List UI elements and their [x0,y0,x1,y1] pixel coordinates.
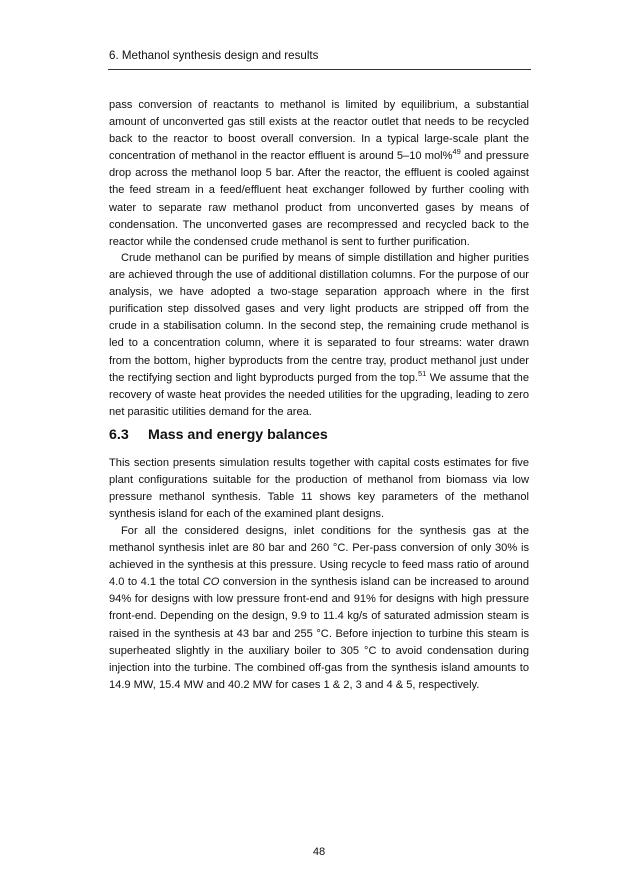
section-number: 6.3 [109,427,129,443]
page-number: 48 [312,846,326,858]
header-rule [108,69,531,70]
paragraph-text: We assume that the recovery of waste heat provides the needed utilities for the upgrading, leading to zero net parasitic utilities demand for the area. [109,371,529,418]
paragraph-text: and pressure drop across the methanol loop 5 bar. After the reactor, the effluent is cooled against the feed stream in a feed/effluent heat exchanger followed by further cooling with water to separate raw methanol product from unconverted gases by means of condensation. The unconverted gases are recompressed and recycled back to the reactor while the condensed crude methanol is sent to further purification. [109,150,529,248]
paragraph-text: Crude methanol can be purified by means of simple distillation and higher purities are achieved through the use of additional distillation columns. For the purpose of our analysis, we have adopted a two-stage separation approach where in the first purification step dissolved gases and very light products are stripped off from the crude in a stabilisation column. In the second step, the remaining crude methanol is led to a concentration column, where it is separated to four streams: water drawn from the bottom, higher byproducts from the centre tray, product methanol just under the rectifying section and light byproducts purged from the top. [109,252,529,384]
body-paragraph-2 [109,250,529,421]
reference-49: 49 [452,147,461,157]
running-header: 6. Methanol synthesis design and results [109,49,319,62]
paragraph-text: For all the considered designs, inlet conditions for the synthesis gas at the methanol synthesis inlet are 80 bar and 260 °C. Per-pass conversion of only 30% is achieved in the synthesis at this pressure. Using recycle to feed mass ratio of around 4.0 to 4.1 the total [109,525,529,589]
section-heading [109,426,328,444]
body-paragraph-1 [109,97,529,251]
section-paragraph-1: This section presents simulation results together with capital costs estimates for five plant configurations suitable for the production of methanol from biomass via low pressure methanol synthesis. Table 11 shows key parameters of the methanol synthesis island for each of the examined plant designs. [109,457,529,521]
paragraph-text: conversion in the synthesis island can be increased to around 94% for designs with low pressure front-end and 91% for designs with high pressure front-end. Depending on the design, 9.9 to 11.4 kg/s of saturated admission steam is raised in the synthesis at 43 bar and 255 °C. Before injection to turbine this steam is superheated slightly in the auxiliary boiler to 305 °C to avoid condensation during injection into the turbine. The combined off-gas from the synthesis island amounts to 14.9 MW, 15.4 MW and 40.2 MW for cases 1 & 2, 3 and 4 & 5, respectively. [109,576,529,691]
paragraph-text: pass conversion of reactants to methanol is limited by equilibrium, a substantial amount of unconverted gas still exists at the reactor outlet that needs to be recycled back to the reactor to boost overall conversion. In a typical large-scale plant the concentration of methanol in the reactor effluent is around 5–10 mol% [109,99,529,163]
reference-51: 51 [418,368,427,378]
co-emphasis: CO [202,576,220,589]
section-title: Mass and energy balances [148,427,328,443]
section-paragraph-2 [109,523,529,694]
